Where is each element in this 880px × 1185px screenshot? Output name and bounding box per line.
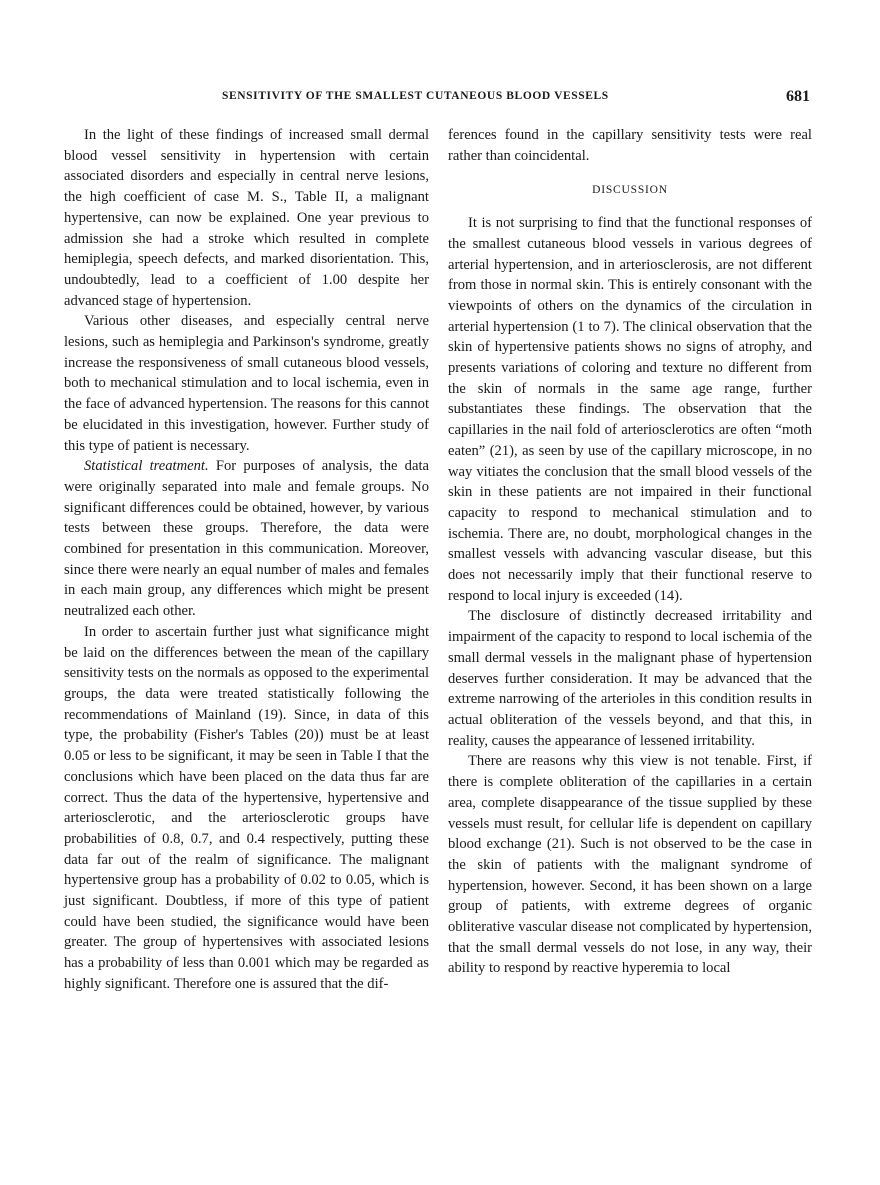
section-heading: DISCUSSION (592, 184, 668, 197)
paragraph: It is not surprising to find that the functional responses of the smallest cutaneous blood vessels in various degrees of arterial hypertension, and in arteriosclerosis, are not different from those in normal skin. This is entirely consonant with the viewpoints of others on the dynamics of the circulation in arterial hypertension (1 to 7). The clinical observation that the skin of hypertensive patients shows no signs of atrophy, and presents variations of coloring and texture no different from the skin of normals in the same age range, further substantiates these findings. The observation that the capillaries in the nail fold of arteriosclerotics are often “moth eaten” (21), as seen by use of the capillary microscope, in no way vitiates the conclusion that the small blood vessels of the skin in these patients are not impaired in their functional capacity to respond to mechanical stimulation and to ischemia. There are, no doubt, morphological changes in the smallest vessels with advancing vascular disease, but this does not necessarily imply that their functional reserve to respond to local injury is exceeded (14). (448, 215, 812, 604)
paragraph: In the light of these findings of increased small dermal blood vessel sensitivity in hypertension with certain associated disorders and especially in central nerve lesions, the high coefficient of case M. S., Table II, a malignant hypertensive, can now be explained. One year previous to admission she had a stroke which resulted in complete hemiplegia, speech defects, and marked disorientation. This, undoubtedly, lead to a coefficient of 1.00 despite her advanced stage of hypertension. (64, 127, 429, 309)
right-column (448, 125, 812, 979)
paragraph-statistical-treatment (64, 456, 429, 622)
running-head: SENSITIVITY OF THE SMALLEST CUTANEOUS BLOOD VESSELS (222, 90, 609, 102)
paragraph: In order to ascertain further just what significance might be laid on the differences between the mean of the capillary sensitivity tests on the normals as opposed to the experimental groups, the data were treated statistically following the recommendations of Mainland (19). Since, in data of this type, the probability (Fisher's Tables (20)) must be at least 0.05 or less to be significant, it may be seen in Table I that the conclusions which have been placed on the data thus far are correct. Thus the data of the hypertensive, hypertensive and arteriosclerotic, and the arteriosclerotic groups have probabilities of 0.8, 0.7, and 0.4 respectively, putting these data far out of the realm of significance. The malignant hypertensive group has a probability of 0.02 to 0.05, which is just significant. Doubtless, if more of this type of patient could have been studied, the significance would have been greater. The group of hypertensives with associated lesions has a probability of less than 0.001 which may be regarded as highly significant. Therefore one is assured that the dif- (64, 623, 429, 992)
paragraph-continued: ferences found in the capillary sensitivity tests were real rather than coincidental. (448, 127, 812, 164)
left-column (64, 125, 429, 995)
run-in-heading: Statistical treatment. (84, 458, 209, 475)
paragraph: There are reasons why this view is not tenable. First, if there is complete obliteration of the capillaries in a certain area, complete disappearance of the tissue supplied by these vessels must result, for cellular life is dependent on capillary blood exchange (21). Such is not observed to be the case in the skin of patients with the malignant syndrome of hypertension, however. Second, it has been shown on a large group of patients, with extreme degrees of organic obliterative vascular disease not complicated by hypertension, that the small dermal vessels do not lose, in any way, their ability to respond by reactive hyperemia to local (448, 753, 812, 977)
paragraph: Various other diseases, and especially central nerve lesions, such as hemiplegia and Parkinson's syndrome, greatly increase the responsiveness of small cutaneous blood vessels, both to mechanical stimulation and to local ischemia, even in the face of advanced hypertension. The reasons for this cannot be elucidated in this investigation, however. Further study of this type of patient is necessary. (64, 313, 429, 454)
paragraph: The disclosure of distinctly decreased irritability and impairment of the capacity to respond to local ischemia of the small dermal vessels in the malignant phase of hypertension deserves further consideration. It may be advanced that the extreme narrowing of the arterioles in this condition results in actual obliteration of the vessels beyond, and that this, in reality, causes the appearance of lessened irritability. (448, 608, 812, 749)
paragraph-text: For purposes of analysis, the data were originally separated into male and female groups. No significant differences could be obtained, however, by various tests between these groups. Therefore, the data were combined for presentation in this communication. Moreover, since there were nearly an equal number of males and females in each main group, any differences which might be present neutralized each other. (64, 458, 429, 620)
page-number: 681 (786, 88, 810, 105)
